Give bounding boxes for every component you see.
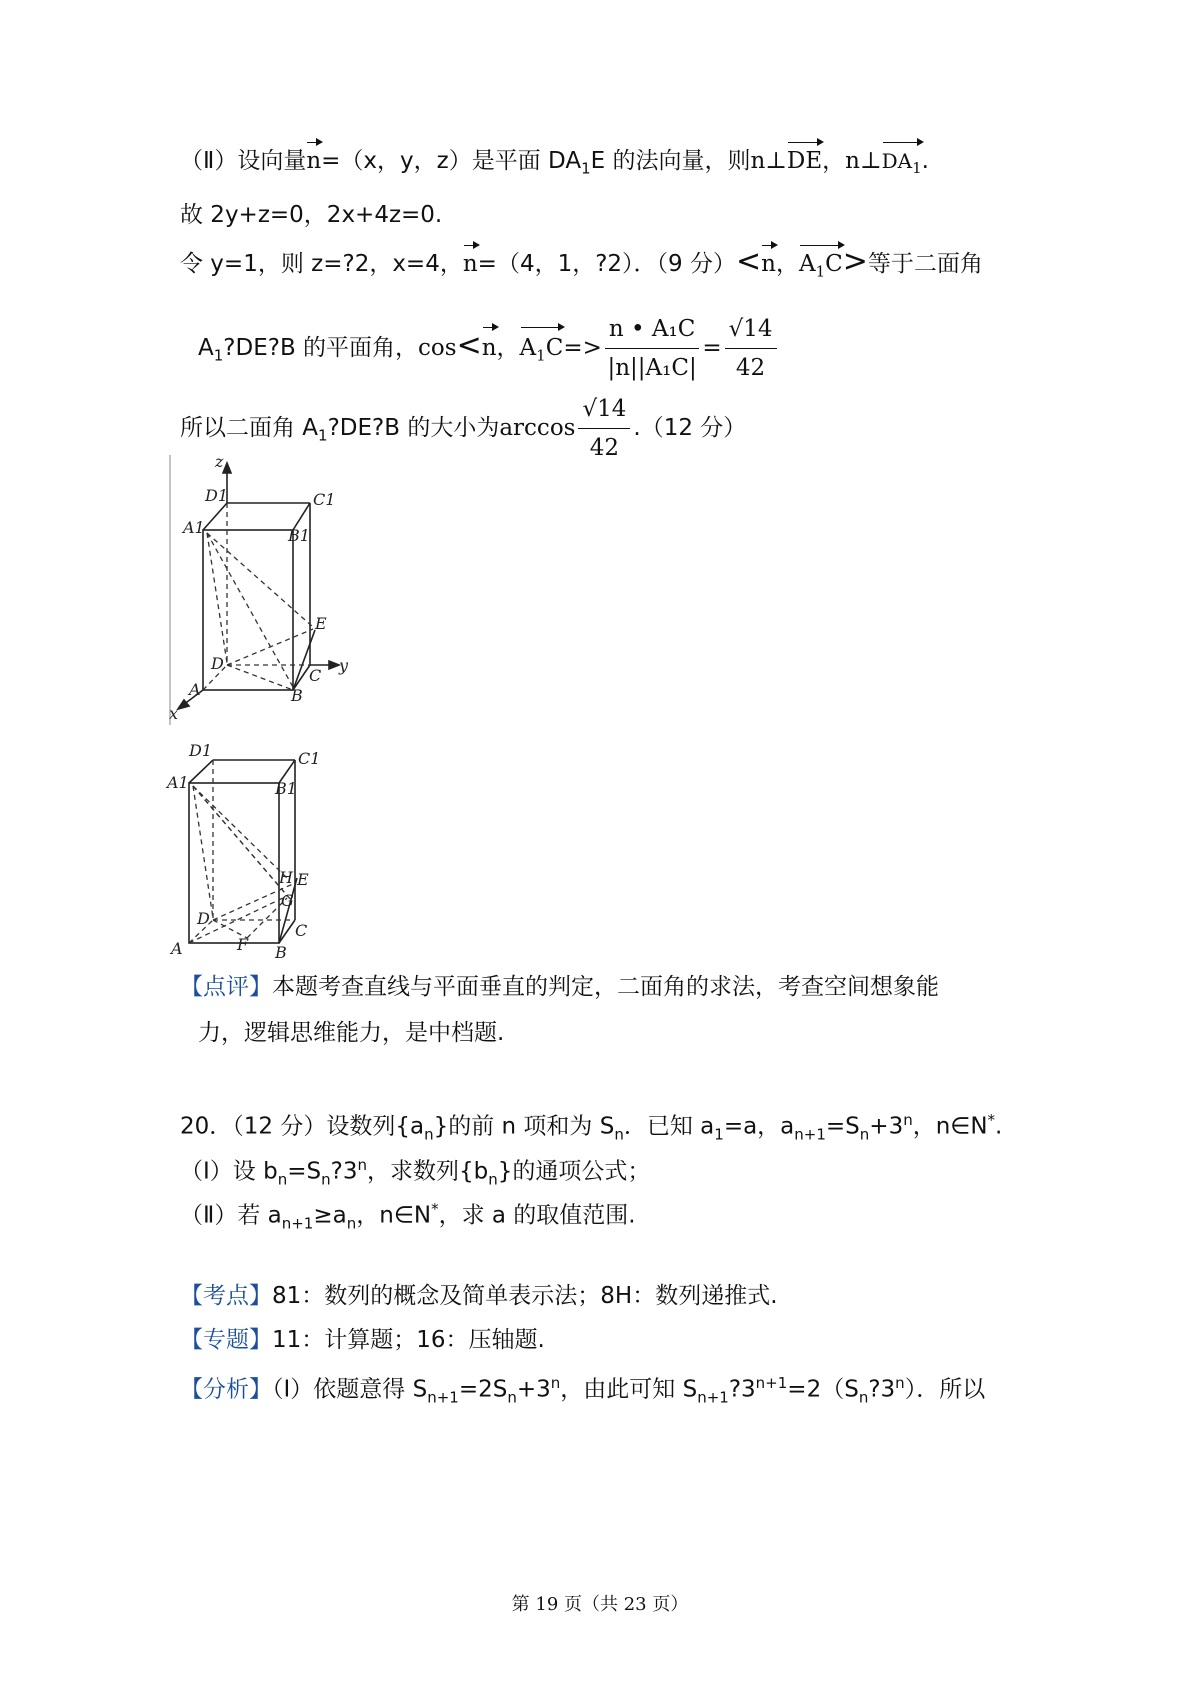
kaodian-tag: 【考点】 [180,1283,272,1309]
label-a1: A1 [167,773,189,792]
label-b: B [291,686,303,705]
label-z: z [215,452,224,471]
label-a: A [171,939,183,958]
label-f: F [237,935,249,954]
cosine-value-fraction: $\frac{√14}{42}$ [725,312,777,385]
figure-prism-dihedral [167,738,375,963]
label-x: x [169,704,179,723]
label-g: G [281,891,294,910]
solution-line-conclusion: 所以二面角 $A_1?DE?B$ 的大小为arccos $\frac{√14}{42}$ .（12 分） [180,392,746,465]
kaodian-line: 【考点】81：数列的概念及简单表示法；8H：数列递推式. [180,1283,778,1309]
label-c: C [309,666,322,685]
label-e: E [297,870,309,889]
label-d1: D1 [205,486,229,505]
zhuanti-line: 【专题】11：计算题；16：压轴题. [180,1327,545,1353]
zhuanti-tag: 【专题】 [180,1327,272,1353]
question-20-part-2: （Ⅱ）若 $a_{n+1}\ge a_n$，n∈N*，求 a 的取值范围. [180,1200,636,1233]
solution-line-equations: 故 2y+z=0，2x+4z=0. [180,202,443,228]
question-20-part-1: （Ⅰ）设 $b_n=S_n?3^n$，求数列$\{b_n\}$的通项公式； [180,1156,651,1189]
figure-prism-coordinate [169,452,375,725]
solution-line-normal-vector: （Ⅱ）设向量n=（x，y，z）是平面 $DA_1E$ 的法向量，则n⊥DE，$n\perp DA_1$. [180,146,929,184]
review-line-2: 力，逻辑思维能力，是中档题. [198,1020,505,1046]
question-20: 20．（12 分）设数列$\{a_n\}$的前 n 项和为 $S_n$．已知 $a_1=a$，$a_{n+1}=S_n+3^n$，n∈N*. [180,1111,1003,1144]
review-tag: 【点评】 [180,974,272,1000]
label-a1: A1 [183,518,205,537]
label-b1: B1 [275,779,297,798]
label-d: D [197,909,210,928]
label-b1: B1 [288,526,310,545]
label-b: B [275,943,287,962]
label-y: y [339,656,349,675]
label-c: C [295,921,308,940]
solution-line-normal-value: 令 y=1，则 z=?2，x=4，n=（4，1，?2）．（9 分）<n，$A_1C>$等于二面角 [180,247,983,287]
label-a: A [189,680,201,699]
fenxi-tag: 【分析】 [180,1376,272,1403]
label-d1: D1 [189,741,213,760]
page-footer: 第 19 页（共 23 页） [511,1594,689,1615]
label-h: H [279,868,293,887]
fenxi-line: 【分析】（Ⅰ）依题意得 $S_{n+1}=2S_n+3^n$，由此可知 $S_{n+1}?3^{n+1}=2(S_n?3^n)$．所以 [180,1374,986,1407]
label-c1: C1 [298,749,321,768]
cosine-fraction: $\frac{\text{n • A₁C}}{\text{|n||A₁C|}}$ [605,312,699,385]
label-d: D [211,654,224,673]
review-line-1: 【点评】本题考查直线与平面垂直的判定，二面角的求法，考查空间想象能 [180,974,939,1000]
arccos-fraction: $\frac{√14}{42}$ [578,392,630,465]
label-e: E [315,614,327,633]
solution-line-cosine: $A_1?DE?B$ 的平面角，cos<n，$A_1C=>$ $\frac{\text{n • A₁C}}{\text{|n||A₁C|}}$ = $\frac{√14}{42}$ [198,312,780,385]
vector-n: n [306,148,322,174]
label-c1: C1 [313,490,336,509]
